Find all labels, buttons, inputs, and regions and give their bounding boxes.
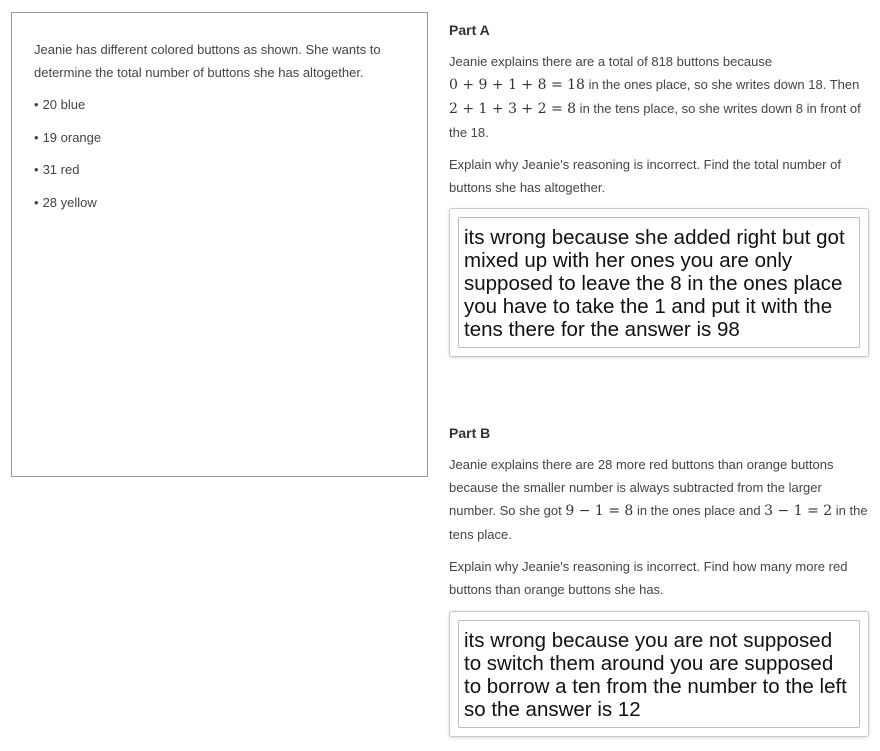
part-a-title: Part A [449, 22, 490, 38]
part-b-math-2: 3 − 1 = 2 [764, 503, 833, 519]
part-a-text-1: Jeanie explains there are a total of 818 buttons because [449, 54, 773, 69]
stimulus-panel [11, 12, 428, 477]
part-b-text-2: in the ones place and [633, 503, 765, 518]
part-a-prompt [449, 50, 871, 208]
part-b-math-1: 9 − 1 = 8 [565, 503, 634, 519]
part-b-text-3: in the tens place. [449, 503, 868, 542]
part-b-prompt [449, 453, 871, 610]
list-item [34, 126, 405, 149]
part-b-text-1: Jeanie explains there are 28 more red buttons than orange buttons because the smaller number is always subtracted from the larger number. So she got [449, 457, 834, 518]
part-b-explanation [449, 453, 871, 546]
list-item [34, 158, 405, 181]
bullet-icon: • [34, 129, 39, 145]
bullet-icon: • [34, 194, 39, 210]
part-a-explanation [449, 50, 871, 144]
part-a-math-1: 0 + 9 + 1 + 8 = 18 [449, 77, 585, 93]
part-b-instruction: Explain why Jeanie's reasoning is incorrect. Find how many more red buttons than orange buttons she has. [449, 559, 848, 597]
part-a-answer-box [449, 208, 869, 357]
list-item [34, 93, 405, 116]
part-a-text-3: in the tens place, so she writes down 8 in front of the 18. [449, 101, 861, 140]
button-color-list [34, 93, 405, 214]
list-item-label: 28 yellow [42, 194, 97, 210]
stimulus-intro: Jeanie has different colored buttons as shown. She wants to determine the total number of buttons she has altogether. [34, 42, 381, 80]
part-a-answer-field[interactable]: its wrong because she added right but got mixed up with her ones you are only supposed to leave the 8 in the ones place you have to take the 1 and put it with the tens there for the answer is 98 [458, 217, 860, 348]
bullet-icon: • [34, 97, 39, 112]
part-b-answer-field[interactable]: its wrong because you are not supposed to switch them around you are supposed to borrow a ten from the number to the left so the answer is 12 [458, 620, 860, 728]
list-item [34, 191, 405, 214]
part-a-instruction: Explain why Jeanie's reasoning is incorrect. Find the total number of buttons she has altogether. [449, 157, 841, 195]
list-item-label: 19 orange [42, 129, 102, 145]
part-a-text-2: in the ones place, so she writes down 18. Then [584, 77, 860, 92]
part-b-answer-box [449, 611, 869, 737]
part-a-math-2: 2 + 1 + 3 + 2 = 8 [449, 101, 577, 117]
list-item-label: 31 red [42, 162, 80, 177]
bullet-icon: • [34, 162, 39, 177]
part-b-title: Part B [449, 425, 491, 441]
list-item-label: 20 blue [42, 97, 86, 112]
